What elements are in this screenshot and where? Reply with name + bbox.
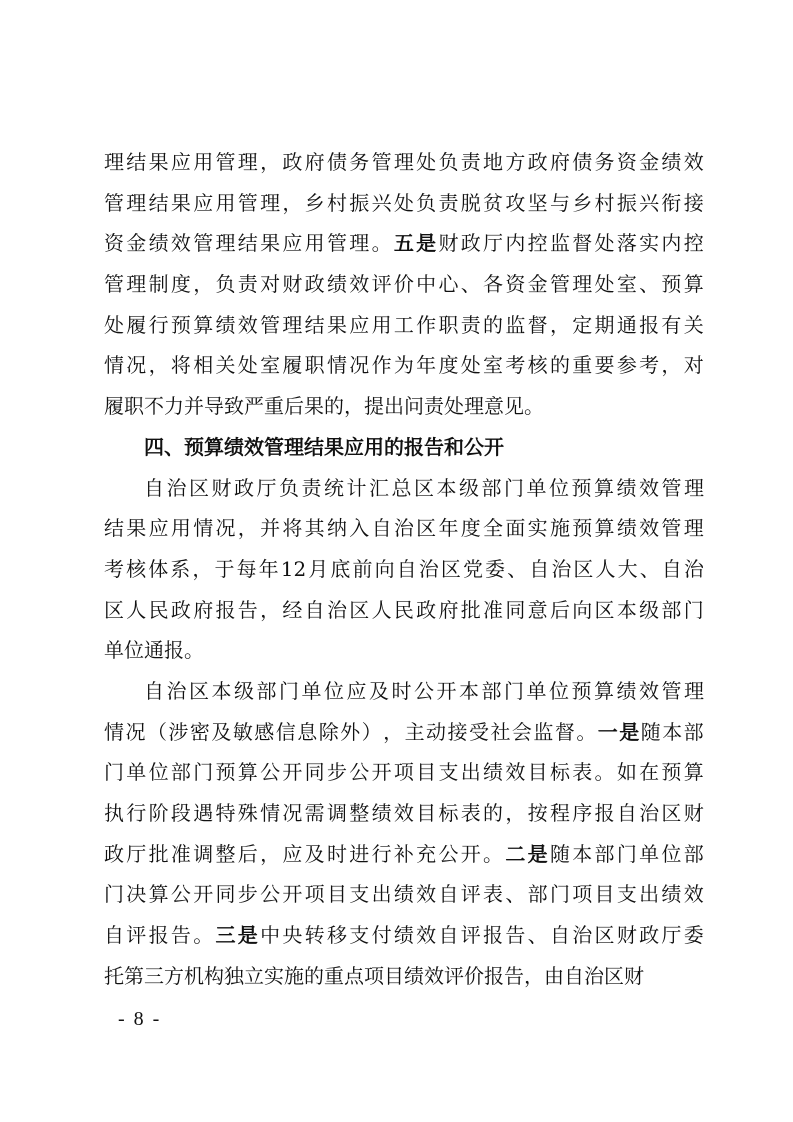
text-line: 门 决 算 公 开 同 步 公 开 项 目 支 出 绩 效 自 评 表 、 部 门 项 目 支 出 绩 效 xyxy=(104,882,704,907)
text-line: 资 金 绩 效 管 理 结 果 应 用 管 理 。 五 是 财 政 厅 内 控 监 督 处 落 实 内 控 xyxy=(104,231,704,256)
paragraph xyxy=(104,671,704,997)
text-line: 管 理 制 度 ， 负 责 对 财 政 绩 效 评 价 中 心 、 各 资 金 管 理 处 室 、 预 算 xyxy=(104,272,704,297)
text-run: 履职不力并导致严重后果的，提出问责处理意见。 xyxy=(104,394,544,419)
text-line: 区 人 民 政 府 报 告 ， 经 自 治 区 人 民 政 府 批 准 同 意 后 向 区 本 级 部 门 xyxy=(104,597,704,622)
text-line: 考 核 体 系 ， 于 每 年 12 月 底 前 向 自 治 区 党 委 、 自 治 区 人 大 、 自 治 xyxy=(104,556,704,581)
paragraph xyxy=(104,142,704,427)
text-line: 自 治 区 本 级 部 门 单 位 应 及 时 公 开 本 部 门 单 位 预 算 绩 效 管 理 xyxy=(144,678,704,703)
text-line: 政 厅 批 准 调 整 后 ， 应 及 时 进 行 补 充 公 开 。 二 是 随 本 部 门 单 位 部 xyxy=(104,841,704,866)
text-line: 结 果 应 用 情 况 ， 并 将 其 纳 入 自 治 区 年 度 全 面 实 施 预 算 绩 效 管 理 xyxy=(104,516,704,541)
section-heading: 四、预算绩效管理结果应用的报告和公开 xyxy=(144,434,504,459)
text-line xyxy=(104,386,704,427)
text-line: 自 评 报 告 。 三 是 中 央 转 移 支 付 绩 效 自 评 报 告 、 自 治 区 财 政 厅 委 xyxy=(104,923,704,948)
page-number: - 8 - xyxy=(118,1008,162,1030)
document-body xyxy=(104,142,704,996)
text-line: 情 况 ， 将 相 关 处 室 履 职 情 况 作 为 年 度 处 室 考 核 的 重 要 参 考 ， 对 xyxy=(104,353,704,378)
text-line: 门 单 位 部 门 预 算 公 开 同 步 公 开 项 目 支 出 绩 效 目 标 表 。 如 在 预 算 xyxy=(104,760,704,785)
text-line: 执 行 阶 段 遇 特 殊 情 况 需 调 整 绩 效 目 标 表 的 ， 按 程 序 报 自 治 区 财 xyxy=(104,801,704,825)
text-line: 情 况 （ 涉 密 及 敏 感 信 息 除 外 ） ， 主 动 接 受 社 会 监 督 。 一 是 随 本 部 xyxy=(104,719,704,744)
text-run: 托第三方机构独立实施的重点项目绩效评价报告，由自治区财 xyxy=(104,963,644,988)
text-line: 自 治 区 财 政 厅 负 责 统 计 汇 总 区 本 级 部 门 单 位 预 算 绩 效 管 理 xyxy=(144,475,704,500)
paragraph xyxy=(104,468,704,671)
text-line xyxy=(104,956,704,997)
text-line xyxy=(104,630,704,671)
text-run: 单位通报。 xyxy=(104,638,204,663)
text-line: 管 理 结 果 应 用 管 理 ， 乡 村 振 兴 处 负 责 脱 贫 攻 坚 与 乡 村 振 兴 衔 接 xyxy=(104,190,704,215)
text-line: 理 结 果 应 用 管 理 ， 政 府 债 务 管 理 处 负 责 地 方 政 府 债 务 资 金 绩 效 xyxy=(104,150,704,174)
text-line: 处 履 行 预 算 绩 效 管 理 结 果 应 用 工 作 职 责 的 监 督 ， 定 期 通 报 有 关 xyxy=(104,312,704,337)
